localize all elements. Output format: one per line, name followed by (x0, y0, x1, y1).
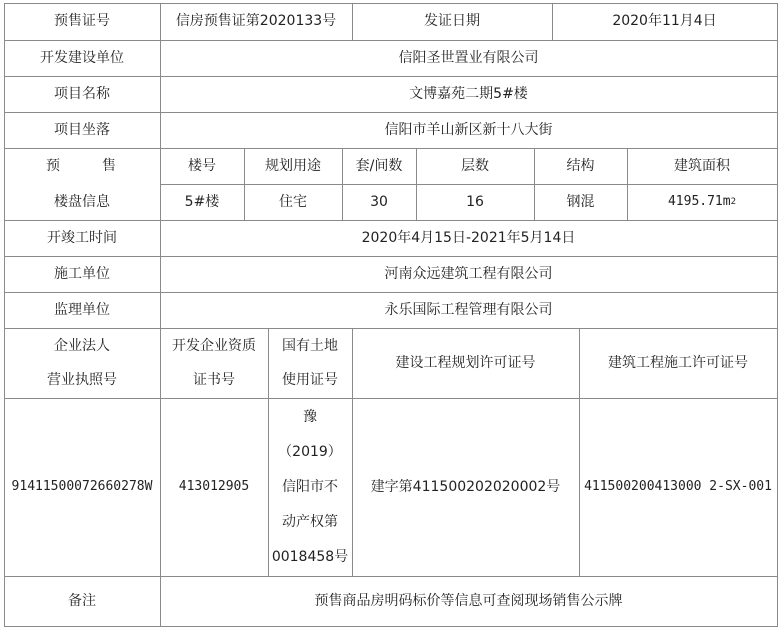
land-certificate-header (268, 328, 352, 398)
planning-permit-header: 建设工程规划许可证号 (395, 354, 536, 371)
value-planned-use: 住宅 (279, 193, 307, 210)
land-certificate-line: 信阳市不 (282, 478, 338, 495)
land-certificate-line: （2019） (278, 443, 342, 460)
floor-area-number: 4195.71m (667, 194, 731, 210)
header-floors: 层数 (461, 157, 489, 174)
location-label: 项目坐落 (54, 121, 110, 138)
building-info-label-char1: 预 (46, 157, 60, 174)
qualification-header (160, 328, 268, 398)
value-structure: 钢混 (566, 193, 595, 210)
value-floors: 16 (466, 193, 484, 210)
construction-value: 河南众远建筑工程有限公司 (384, 265, 553, 282)
legal-license-header-line2: 营业执照号 (47, 372, 117, 388)
remark-label: 备注 (68, 592, 96, 609)
value-building-no: 5#楼 (184, 193, 220, 210)
project-name-value: 文博嘉苑二期5#楼 (409, 85, 528, 102)
presale-number-label: 预售证号 (54, 13, 110, 30)
building-info-label-char2: 售 (102, 157, 116, 174)
value-units: 30 (370, 193, 388, 210)
remark-value: 预售商品房明码标价等信息可查阅现场销售公示牌 (314, 592, 623, 609)
supervision-label: 监理单位 (54, 301, 110, 318)
qualification-header-line2: 证书号 (193, 372, 235, 388)
supervision-value: 永乐国际工程管理有限公司 (384, 301, 553, 318)
land-certificate-value (268, 398, 352, 576)
land-certificate-line: 动产权第 (282, 513, 338, 530)
issue-date-value: 2020年11月4日 (612, 13, 717, 30)
header-planned-use: 规划用途 (265, 157, 321, 174)
land-certificate-line: 豫 (303, 408, 317, 425)
period-value: 2020年4月15日-2021年5月14日 (361, 229, 576, 246)
construction-permit-header: 建筑工程施工许可证号 (608, 354, 748, 371)
qualification-header-line1: 开发企业资质 (172, 338, 256, 354)
value-floor-area: 4195.71m 2 (667, 194, 737, 210)
construction-permit-value: 411500200413000 2-SX-001 (584, 479, 772, 495)
developer-value: 信阳圣世置业有限公司 (398, 49, 539, 66)
building-info-label-bottom: 楼盘信息 (54, 193, 110, 210)
building-info-label (4, 148, 160, 184)
land-certificate-header-line2: 使用证号 (282, 372, 338, 388)
land-certificate-line: 0018458号 (271, 548, 349, 565)
planning-permit-value: 建字第411500202020002号 (370, 478, 561, 495)
presale-number-value: 信房预售证第2020133号 (175, 13, 337, 30)
legal-license-header-line1: 企业法人 (54, 338, 110, 354)
legal-license-header (4, 328, 160, 398)
header-structure: 结构 (566, 157, 595, 174)
legal-license-value: 91411500072660278W (11, 479, 153, 495)
construction-label: 施工单位 (54, 265, 110, 282)
qualification-value: 413012905 (178, 479, 250, 495)
developer-label: 开发建设单位 (40, 49, 124, 66)
header-building-no: 楼号 (188, 157, 216, 174)
location-value: 信阳市羊山新区新十八大街 (384, 121, 553, 138)
period-label: 开竣工时间 (47, 229, 117, 246)
header-floor-area: 建筑面积 (674, 157, 730, 174)
issue-date-label: 发证日期 (424, 13, 480, 30)
project-name-label: 项目名称 (54, 85, 110, 102)
land-certificate-header-line1: 国有土地 (282, 338, 338, 354)
header-units: 套/间数 (355, 157, 403, 174)
